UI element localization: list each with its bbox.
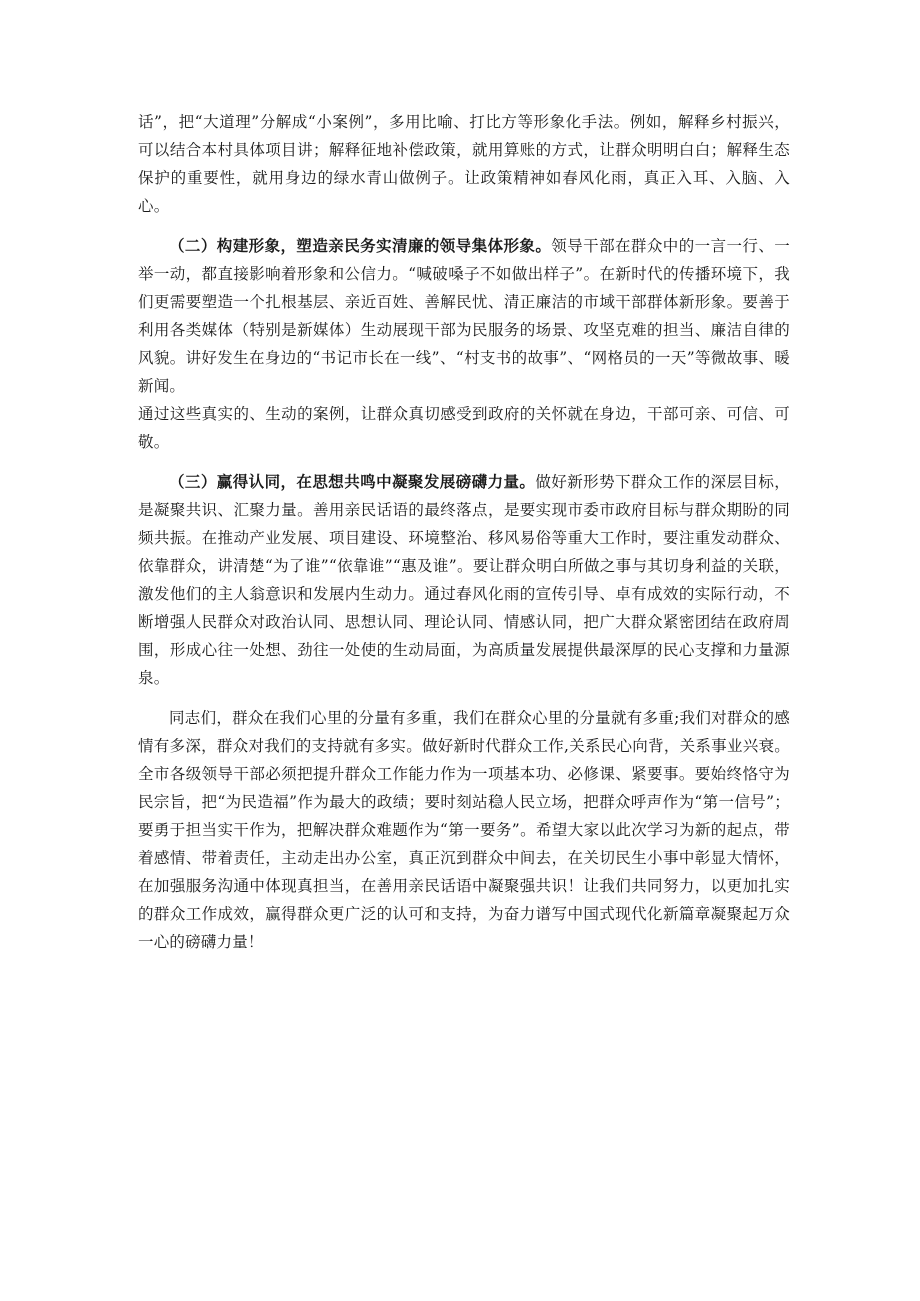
paragraph-text: 同志们，群众在我们心里的分量有多重，我们在群众心里的分量就有多重;我们对群众的感情有多深，群众对我们的支持就有多实。做好新时代群众工作,关系民心向背，关系事业兴衰。全市各级领导干部必须把提升群众工作能力作为一项基本功、必修课、紧要事。要始终恪守为民宗旨，把“为民造福”作为最大的政绩；要时刻站稳人民立场，把群众呼声作为“第一信号”；要勇于担当实干作为，把解决群众难题作为“第一要务”。希望大家以此次学习为新的起点，带着感情、带着责任，主动走出办公室，真正沉到群众中间去，在关切民生小事中彰显大情怀，在加强服务沟通中体现真担当，在善用亲民话语中凝聚强共识！让我们共同努力，以更加扎实的群众工作成效，赢得群众更广泛的认可和支持，为奋力谱写中国式现代化新篇章凝聚起万众一心的磅礴力量！ [138,709,790,951]
paragraph-text: 话”，把“大道理”分解成“小案例”，多用比喻、打比方等形象化手法。例如，解释乡村振兴，可以结合本村具体项目讲；解释征地补偿政策，就用算账的方式，让群众明明白白；解释生态保护的重要性，就用身边的绿水青山做例子。让政策精神如春风化雨，真正入耳、入脑、入心。 [138,113,790,215]
paragraph-text: 做好新形势下群众工作的深层目标，是凝聚共识、汇聚力量。善用亲民话语的最终落点，是要实现市委市政府目标与群众期盼的同频共振。在推动产业发展、项目建设、环境整治、移风易俗等重大工作时，要注重发动群众、依靠群众，讲清楚“为了谁”“依靠谁”“惠及谁”。要让群众明白所做之事与其切身利益的关联，激发他们的主人翁意识和发展内生动力。通过春风化雨的宣传引导、卓有成效的实际行动，不断增强人民群众对政治认同、思想认同、理论认同、情感认同，把广大群众紧密团结在政府周围，形成心往一处想、劲往一处使的生动局面，为高质量发展提供最深厚的民心支撑和力量源泉。 [138,473,791,687]
paragraph-continuation [138,108,790,220]
paragraph-text: 通过这些真实的、生动的案例，让群众真切感受到政府的关怀就在身边，干部可亲、可信、可敬。 [138,405,790,451]
paragraph-text: 领导干部在群众中的一言一行、一举一动，都直接影响着形象和公信力。“喊破嗓子不如做出样子”。在新时代的传播环境下，我们更需要塑造一个扎根基层、亲近百姓、善解民忧、清正廉洁的市域干部群体新形象。要善于利用各类媒体（特别是新媒体）生动展现干部为民服务的场景、攻坚克难的担当、廉洁自律的风貌。讲好发生在身边的“书记市长在一线”、“村支书的故事”、“网格员的一天”等微故事、暖新闻。 [138,237,790,395]
paragraph-section-two [138,232,790,400]
paragraph-conclusion [138,704,790,956]
section-heading: （三）赢得认同，在思想共鸣中凝聚发展磅礴力量。 [169,472,536,491]
section-heading: （二）构建形象，塑造亲民务实清廉的领导集体形象。 [169,236,552,255]
paragraph-section-two-tail [138,400,790,456]
paragraph-section-three [138,468,790,692]
document-page [138,108,790,956]
